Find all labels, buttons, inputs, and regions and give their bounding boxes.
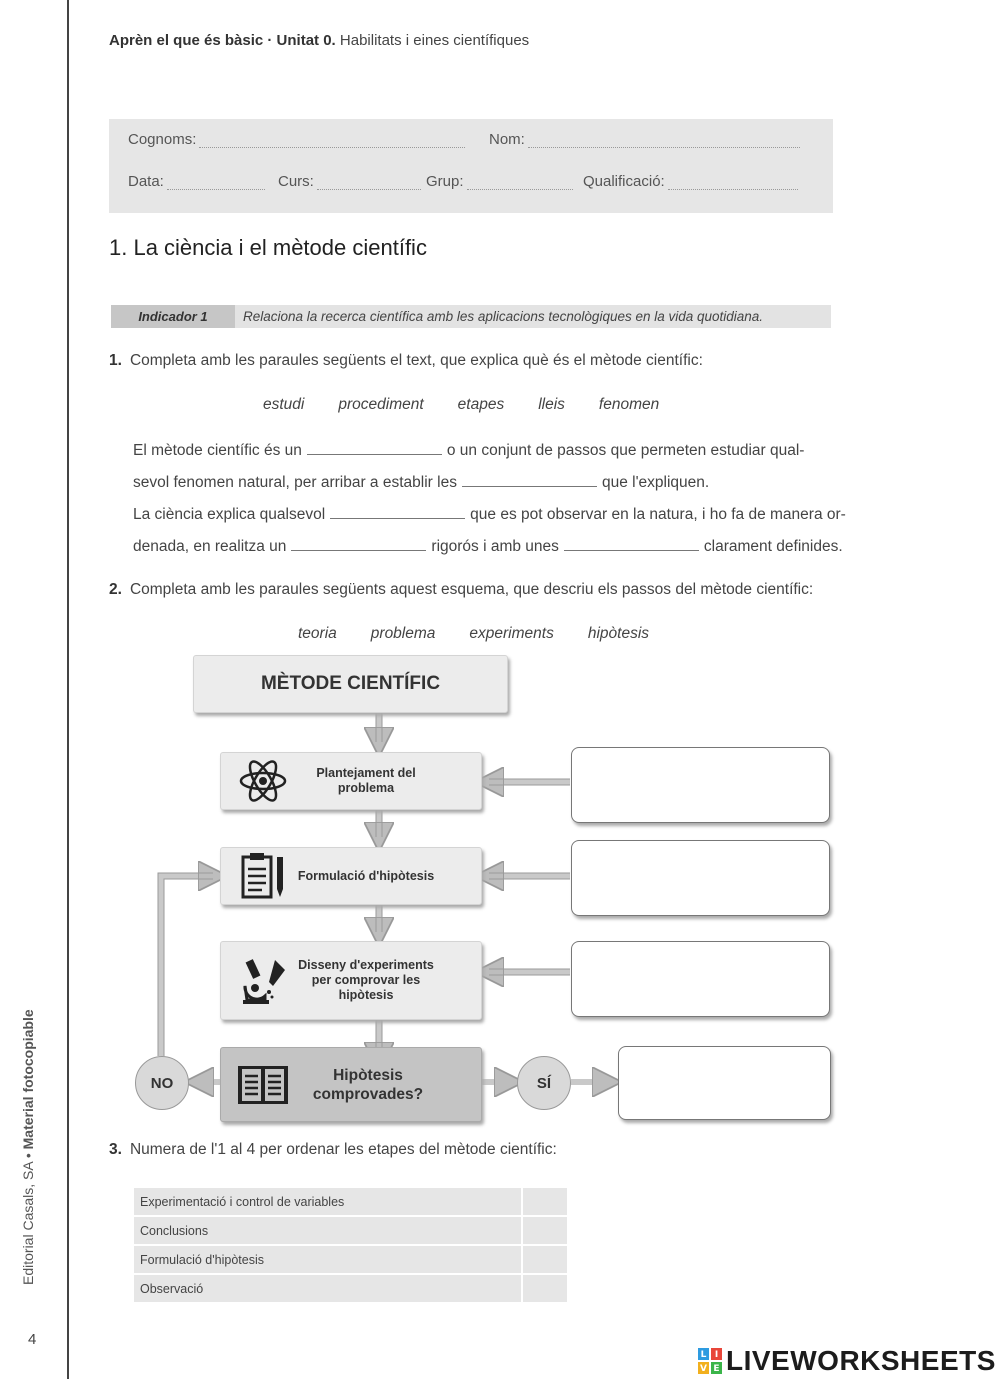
answer-box-1[interactable] [571, 747, 830, 823]
answer-box-4[interactable] [618, 1046, 831, 1120]
step-label: Plantejament del problema [316, 766, 416, 795]
word-bank-item: experiments [469, 625, 554, 642]
row-label: Observació [134, 1275, 521, 1302]
decision-label: Hipòtesis comprovades? [312, 1066, 424, 1103]
logo-letter: I [714, 1350, 719, 1360]
step-label: Disseny d'experiments per comprovar les hipòtesis [298, 958, 434, 1002]
table-row [134, 1246, 567, 1273]
sidebar-publisher-note: Editorial Casals, SA • Material fotocopiable [20, 1009, 36, 1285]
answer-box-2[interactable] [571, 840, 830, 916]
clipboard-pencil-icon [235, 851, 291, 901]
word-bank-item: problema [370, 625, 436, 642]
paragraph-line-4: denada, en realitza un rigorós i amb unes clarament definides. [133, 538, 843, 555]
liveworksheets-logo-icon [698, 1348, 722, 1374]
diagram-title: MÈTODE CIENTÍFIC [193, 655, 508, 713]
microscope-icon [235, 956, 291, 1006]
section-title: 1. La ciència i el mètode científic [109, 235, 427, 260]
row-label: Conclusions [134, 1217, 521, 1244]
ordering-table [134, 1186, 567, 1304]
diagram-step-hypothesis [220, 847, 482, 905]
paragraph-line-3: La ciència explica qualsevol que es pot observar en la natura, i ho fa de manera or- [133, 506, 846, 523]
number-input-cell[interactable] [521, 1246, 567, 1273]
logo-letter: L [700, 1350, 707, 1360]
step-label: Formulació d'hipòtesis [297, 868, 435, 883]
field-cognoms: Cognoms: [128, 131, 465, 148]
field-nom: Nom: [489, 131, 800, 148]
diagram-step-experiments [220, 941, 482, 1020]
liveworksheets-logo[interactable] [698, 1345, 996, 1377]
number-input-cell[interactable] [521, 1275, 567, 1302]
indicator-tag: Indicador 1 [111, 305, 235, 328]
logo-letter: V [700, 1364, 707, 1374]
word-bank-item: teoria [298, 625, 337, 642]
arrow-no-loop-back [161, 876, 216, 1056]
row-label: Experimentació i control de variables [134, 1188, 521, 1215]
page-number: 4 [28, 1331, 37, 1348]
paragraph-line-2: sevol fenomen natural, per arribar a establir les que l'expliquen. [133, 474, 710, 491]
word-bank-item: lleis [538, 396, 565, 413]
indicator-text: Relaciona la recerca científica amb les aplicacions tecnològiques en la vida quotidiana. [243, 309, 764, 324]
field-grup: Grup: [426, 173, 573, 190]
atom-icon [235, 756, 291, 806]
diagram-decision [220, 1047, 482, 1122]
book-icon [235, 1060, 291, 1110]
table-row [134, 1188, 567, 1215]
question-3-prompt: 3. Numera de l'1 al 4 per ordenar les etapes del mètode científic: [109, 1141, 557, 1158]
field-data: Data: [128, 173, 265, 190]
paragraph-line-1: El mètode científic és un o un conjunt de passos que permeten estudiar qual- [133, 442, 805, 459]
page-header: Aprèn el que és bàsic · Unitat 0. Habilitats i eines científiques [109, 32, 530, 49]
yes-circle: SÍ [517, 1056, 571, 1110]
word-bank-item: procediment [338, 396, 424, 413]
logo-letter: E [713, 1364, 720, 1374]
field-curs: Curs: [278, 173, 421, 190]
word-bank-item: fenomen [598, 396, 660, 413]
field-qualificacio: Qualificació: [583, 173, 798, 190]
number-input-cell[interactable] [521, 1217, 567, 1244]
no-circle: NO [135, 1056, 189, 1110]
table-row [134, 1275, 567, 1302]
diagram-step-problem [220, 752, 482, 810]
logo-text: LIVEWORKSHEETS [726, 1345, 996, 1376]
number-input-cell[interactable] [521, 1188, 567, 1215]
word-bank-item: estudi [263, 396, 305, 413]
question-1-prompt: 1. Completa amb les paraules següents el text, que explica què és el mètode científic: [109, 352, 703, 369]
row-label: Formulació d'hipòtesis [134, 1246, 521, 1273]
word-bank-item: hipòtesis [587, 625, 650, 642]
answer-box-3[interactable] [571, 941, 830, 1017]
word-bank-item: etapes [457, 396, 505, 413]
table-row [134, 1217, 567, 1244]
question-2-prompt: 2. Completa amb les paraules següents aquest esquema, que descriu els passos del mètode científic: [109, 581, 814, 598]
